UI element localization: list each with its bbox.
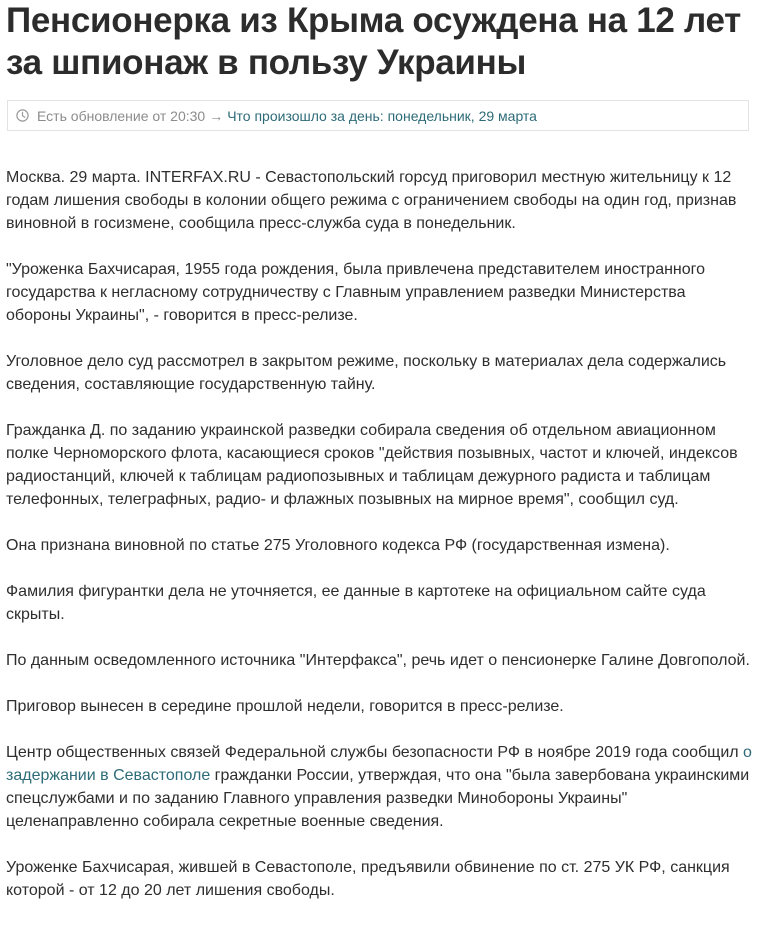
paragraph: Уголовное дело суд рассмотрел в закрытом режиме, поскольку в материалах дела содержались сведения, составляющие государственную тайну. — [6, 353, 727, 393]
update-banner — [7, 100, 749, 131]
paragraph: Уроженке Бахчисарая, жившей в Севастополе, предъявили обвинение по ст. 275 УК РФ, санкция которой - от 12 до 20 лет лишения свободы. — [6, 859, 730, 899]
paragraph: Она признана виновной по статье 275 Уголовного кодекса РФ (государственная измена). — [6, 537, 670, 554]
paragraph: Гражданка Д. по заданию украинской разведки собирала сведения об отдельном авиационном полке Черноморского флота, касающиеся сроков "действия позывных, частот и ключей, индексов радиостанций, ключей к таблицам радиопозывных и таблицам дежурного радиста и таблицам телефонных, телеграфных, радио- и флажных позывных на мирное время", сообщил суд. — [6, 422, 738, 508]
paragraph: По данным осведомленного источника "Интерфакса", речь идет о пенсионерке Галине Довгополой. — [6, 652, 750, 669]
arrow-icon: → — [209, 107, 224, 124]
day-summary-link[interactable]: Что произошло за день: понедельник, 29 марта — [227, 107, 537, 124]
article-title: Пенсионерка из Крыма осуждена на 12 лет за шпионаж в пользу Украины — [6, 1, 742, 82]
detention-link[interactable]: о задержании в Севастополе — [6, 744, 752, 784]
paragraph-text: гражданки России, утверждая, что она "была завербована украинскими спецслужбами и по заданию Главного управления разведки Минобороны Украины" целенаправленно собирала секретные военные сведения. — [6, 767, 750, 830]
paragraph: Фамилия фигурантки дела не уточняется, ее данные в картотеке на официальном сайте суда скрыты. — [6, 583, 706, 623]
paragraph-with-link — [6, 741, 754, 833]
paragraph: "Уроженка Бахчисарая, 1955 года рождения, была привлечена представителем иностранного государства к негласному сотрудничеству с Главным управлением разведки Министерства обороны Украины", - говорится в пресс-релизе. — [6, 261, 706, 324]
paragraph-text: Центр общественных связей Федеральной службы безопасности РФ в ноябре 2019 года сообщил — [6, 744, 744, 761]
paragraph: Приговор вынесен в середине прошлой недели, говорится в пресс-релизе. — [6, 698, 564, 715]
update-text: Есть обновление от 20:30 — [37, 107, 206, 124]
article-body — [6, 166, 754, 925]
clock-icon — [16, 109, 29, 122]
paragraph: Москва. 29 марта. INTERFAX.RU - Севастопольский горсуд приговорил местную жительницу к 12 годам лишения свободы в колонии общего режима с ограничением свободы на один год, признав виновной в госизмене, сообщила пресс-служба суда в понедельник. — [6, 169, 737, 232]
